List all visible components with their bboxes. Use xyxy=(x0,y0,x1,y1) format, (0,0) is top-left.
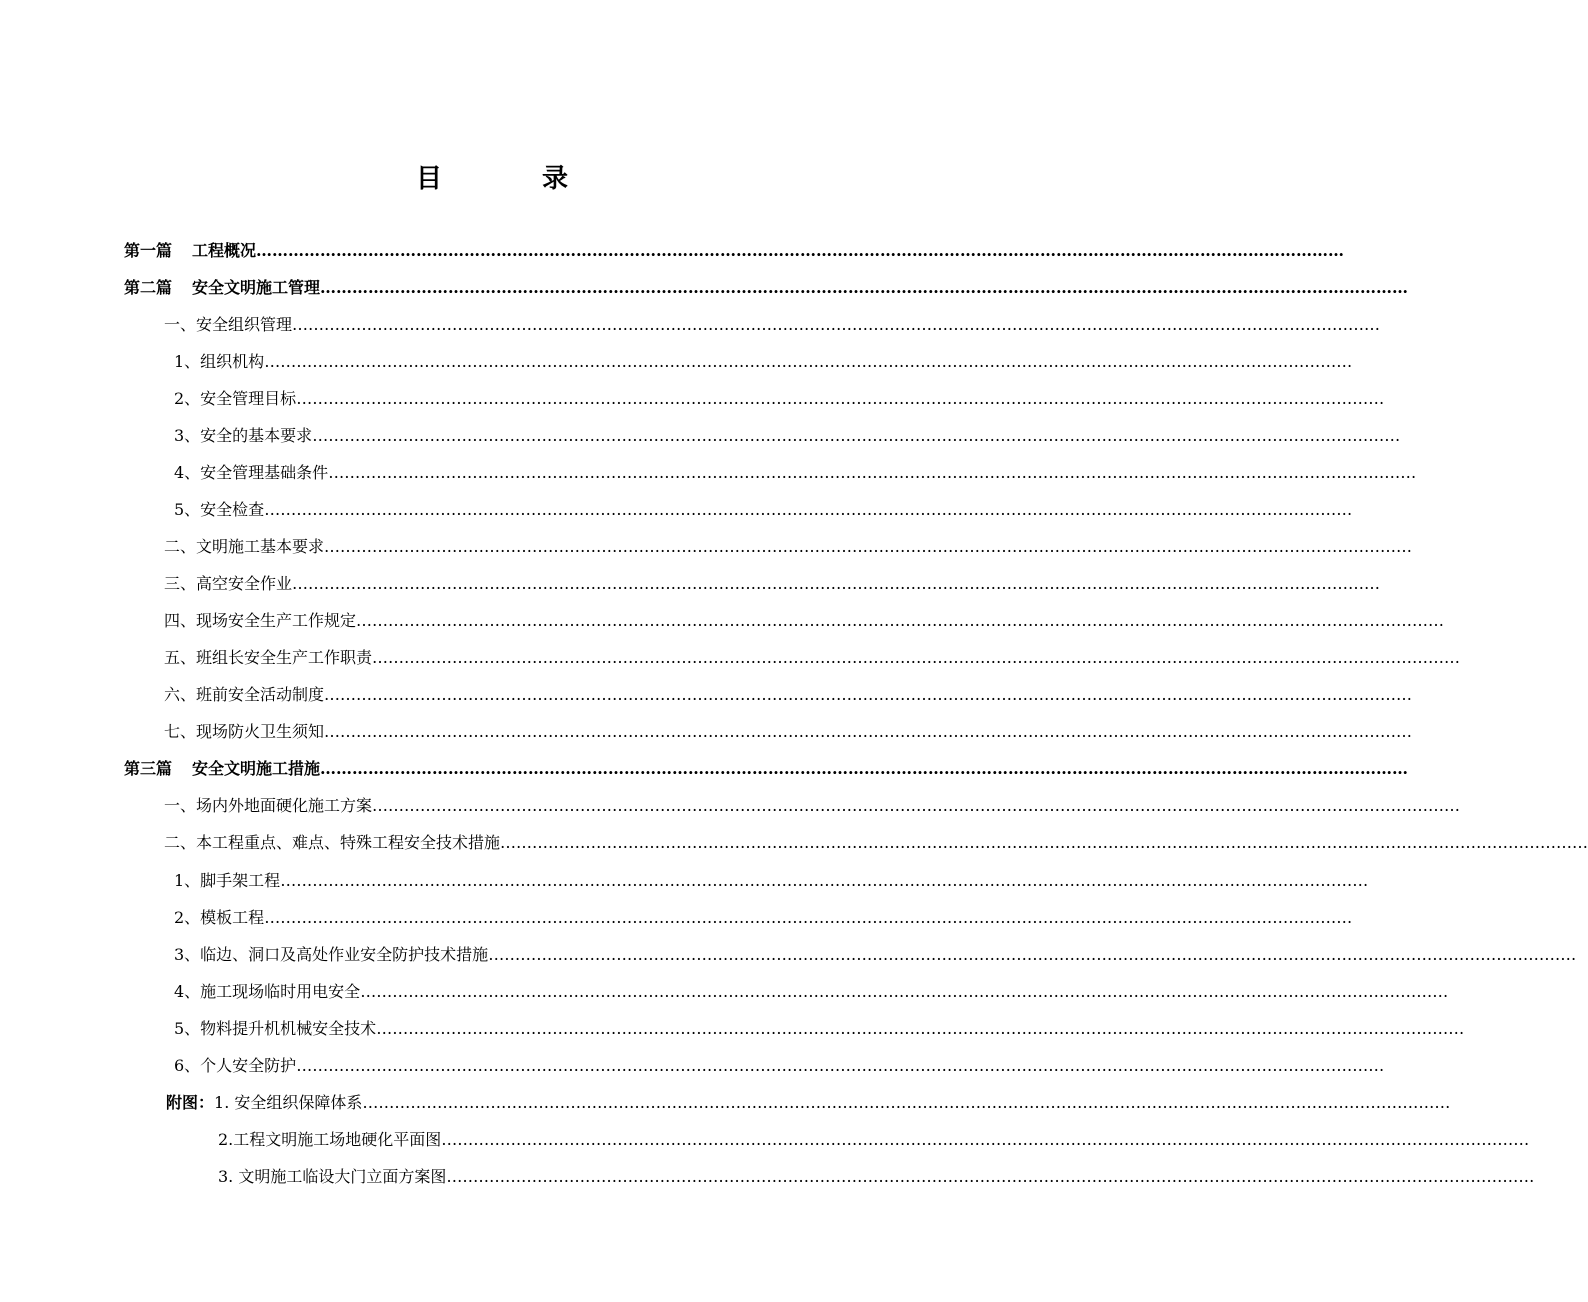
toc-entry[interactable] xyxy=(164,608,1445,634)
toc-entry-text: 3、临边、洞口及高处作业安全防护技术措施 xyxy=(174,945,489,964)
toc-leader: …………………………………………………………………………………………………………………………………………………………………………………… xyxy=(441,1130,1530,1149)
toc-entry-text: 安全文明施工管理 xyxy=(192,278,321,297)
toc-leader: …………………………………………………………………………………………………………………………………………………………………………………… xyxy=(376,1019,1465,1038)
toc-entry[interactable] xyxy=(174,423,1401,449)
toc-entry-text: 5、物料提升机机械安全技术 xyxy=(174,1019,377,1038)
toc-leader: …………………………………………………………………………………………………………………………………………………………………………………… xyxy=(296,389,1385,408)
toc-entry-text: 三、高空安全作业 xyxy=(164,574,293,593)
toc-entry-text: 一、安全组织管理 xyxy=(164,315,293,334)
toc-leader: …………………………………………………………………………………………………………………………………………………………………………………… xyxy=(360,982,1449,1001)
toc-leader: …………………………………………………………………………………………………………………………………………………………………………………… xyxy=(500,833,1588,852)
toc-part-label: 第二篇 xyxy=(124,278,173,297)
toc-appendix-label: 附图： xyxy=(166,1093,215,1112)
toc-leader: …………………………………………………………………………………………………………………………………………………………………………………… xyxy=(356,611,1445,630)
toc-leader: …………………………………………………………………………………………………………………………………………………………………………………… xyxy=(320,278,1409,297)
toc-leader: …………………………………………………………………………………………………………………………………………………………………………………… xyxy=(324,537,1413,556)
toc-entry[interactable] xyxy=(174,868,1369,894)
toc-entry-text: 3、安全的基本要求 xyxy=(174,426,313,445)
toc-entry[interactable] xyxy=(124,756,1409,782)
toc-entry-text: 2、安全管理目标 xyxy=(174,389,297,408)
toc-entry[interactable] xyxy=(218,1164,1535,1190)
toc-entry-text: 工程概况 xyxy=(192,241,257,260)
toc-entry-text: 四、现场安全生产工作规定 xyxy=(164,611,357,630)
toc-entry[interactable] xyxy=(174,905,1353,931)
toc-leader: …………………………………………………………………………………………………………………………………………………………………………………… xyxy=(446,1167,1535,1186)
toc-entry-text: 二、文明施工基本要求 xyxy=(164,537,325,556)
toc-entry-text: 六、班前安全活动制度 xyxy=(164,685,325,704)
toc-leader: …………………………………………………………………………………………………………………………………………………………………………………… xyxy=(320,759,1409,778)
toc-entry[interactable] xyxy=(164,571,1381,597)
toc-entry-text: 2、模板工程 xyxy=(174,908,265,927)
toc-leader: …………………………………………………………………………………………………………………………………………………………………………………… xyxy=(292,315,1381,334)
toc-leader: …………………………………………………………………………………………………………………………………………………………………………………… xyxy=(324,722,1413,741)
toc-entry-text: 1、脚手架工程 xyxy=(174,871,281,890)
toc-entry[interactable] xyxy=(174,979,1449,1005)
toc-leader: …………………………………………………………………………………………………………………………………………………………………………………… xyxy=(280,871,1369,890)
toc-entry-text: 6、个人安全防护 xyxy=(174,1056,297,1075)
toc-leader: …………………………………………………………………………………………………………………………………………………………………………………… xyxy=(264,908,1353,927)
toc-leader: …………………………………………………………………………………………………………………………………………………………………………………… xyxy=(312,426,1401,445)
toc-part-label: 第三篇 xyxy=(124,759,173,778)
toc-entry[interactable] xyxy=(124,275,1409,301)
toc-entry-text: 五、班组长安全生产工作职责 xyxy=(164,648,373,667)
toc-leader: …………………………………………………………………………………………………………………………………………………………………………………… xyxy=(372,648,1461,667)
toc-part-label: 第一篇 xyxy=(124,241,173,260)
toc-leader: …………………………………………………………………………………………………………………………………………………………………………………… xyxy=(292,574,1381,593)
title-char-1: 目 xyxy=(416,164,443,194)
toc-entry-text: 一、场内外地面硬化施工方案 xyxy=(164,796,373,815)
toc-leader: …………………………………………………………………………………………………………………………………………………………………………………… xyxy=(362,1093,1451,1112)
toc-entry-text: 2.工程文明施工场地硬化平面图 xyxy=(218,1130,442,1149)
toc-leader: …………………………………………………………………………………………………………………………………………………………………………………… xyxy=(264,352,1353,371)
toc-entry[interactable] xyxy=(164,793,1461,819)
toc-leader: …………………………………………………………………………………………………………………………………………………………………………………… xyxy=(324,685,1413,704)
toc-entry-text: 4、安全管理基础条件 xyxy=(174,463,329,482)
toc-entry[interactable] xyxy=(174,460,1417,486)
toc-leader: …………………………………………………………………………………………………………………………………………………………………………………… xyxy=(328,463,1417,482)
toc-leader: …………………………………………………………………………………………………………………………………………………………………………………… xyxy=(296,1056,1385,1075)
toc-entry[interactable] xyxy=(174,386,1385,412)
toc-leader: …………………………………………………………………………………………………………………………………………………………………………………… xyxy=(488,945,1577,964)
toc-entry[interactable] xyxy=(164,534,1413,560)
toc-entry[interactable] xyxy=(174,942,1577,968)
toc-leader: …………………………………………………………………………………………………………………………………………………………………………………… xyxy=(372,796,1461,815)
toc-entry[interactable] xyxy=(174,349,1353,375)
toc-leader: …………………………………………………………………………………………………………………………………………………………………………………… xyxy=(264,500,1353,519)
toc-entry[interactable] xyxy=(164,719,1413,745)
toc-entry-text: 1. 安全组织保障体系 xyxy=(214,1093,363,1112)
toc-entry-text: 1、组织机构 xyxy=(174,352,265,371)
toc-entry[interactable] xyxy=(164,312,1381,338)
toc-entry[interactable] xyxy=(166,1090,1451,1116)
title-char-2: 录 xyxy=(542,164,569,194)
page-title xyxy=(0,158,920,198)
toc-entry-text: 5、安全检查 xyxy=(174,500,265,519)
toc-entry[interactable] xyxy=(124,238,1345,264)
toc-entry[interactable] xyxy=(174,1053,1385,1079)
toc-entry-text: 七、现场防火卫生须知 xyxy=(164,722,325,741)
toc-entry[interactable] xyxy=(164,830,1588,856)
toc-entry-text: 3. 文明施工临设大门立面方案图 xyxy=(218,1167,447,1186)
toc-entry-text: 安全文明施工措施 xyxy=(192,759,321,778)
toc-leader: …………………………………………………………………………………………………………………………………………………………………………………… xyxy=(256,241,1345,260)
toc-entry[interactable] xyxy=(174,497,1353,523)
toc-entry[interactable] xyxy=(164,645,1461,671)
toc-entry-text: 二、本工程重点、难点、特殊工程安全技术措施 xyxy=(164,833,501,852)
toc-entry[interactable] xyxy=(174,1016,1465,1042)
toc-entry[interactable] xyxy=(164,682,1413,708)
toc-entry-text: 4、施工现场临时用电安全 xyxy=(174,982,361,1001)
toc-entry[interactable] xyxy=(218,1127,1530,1153)
